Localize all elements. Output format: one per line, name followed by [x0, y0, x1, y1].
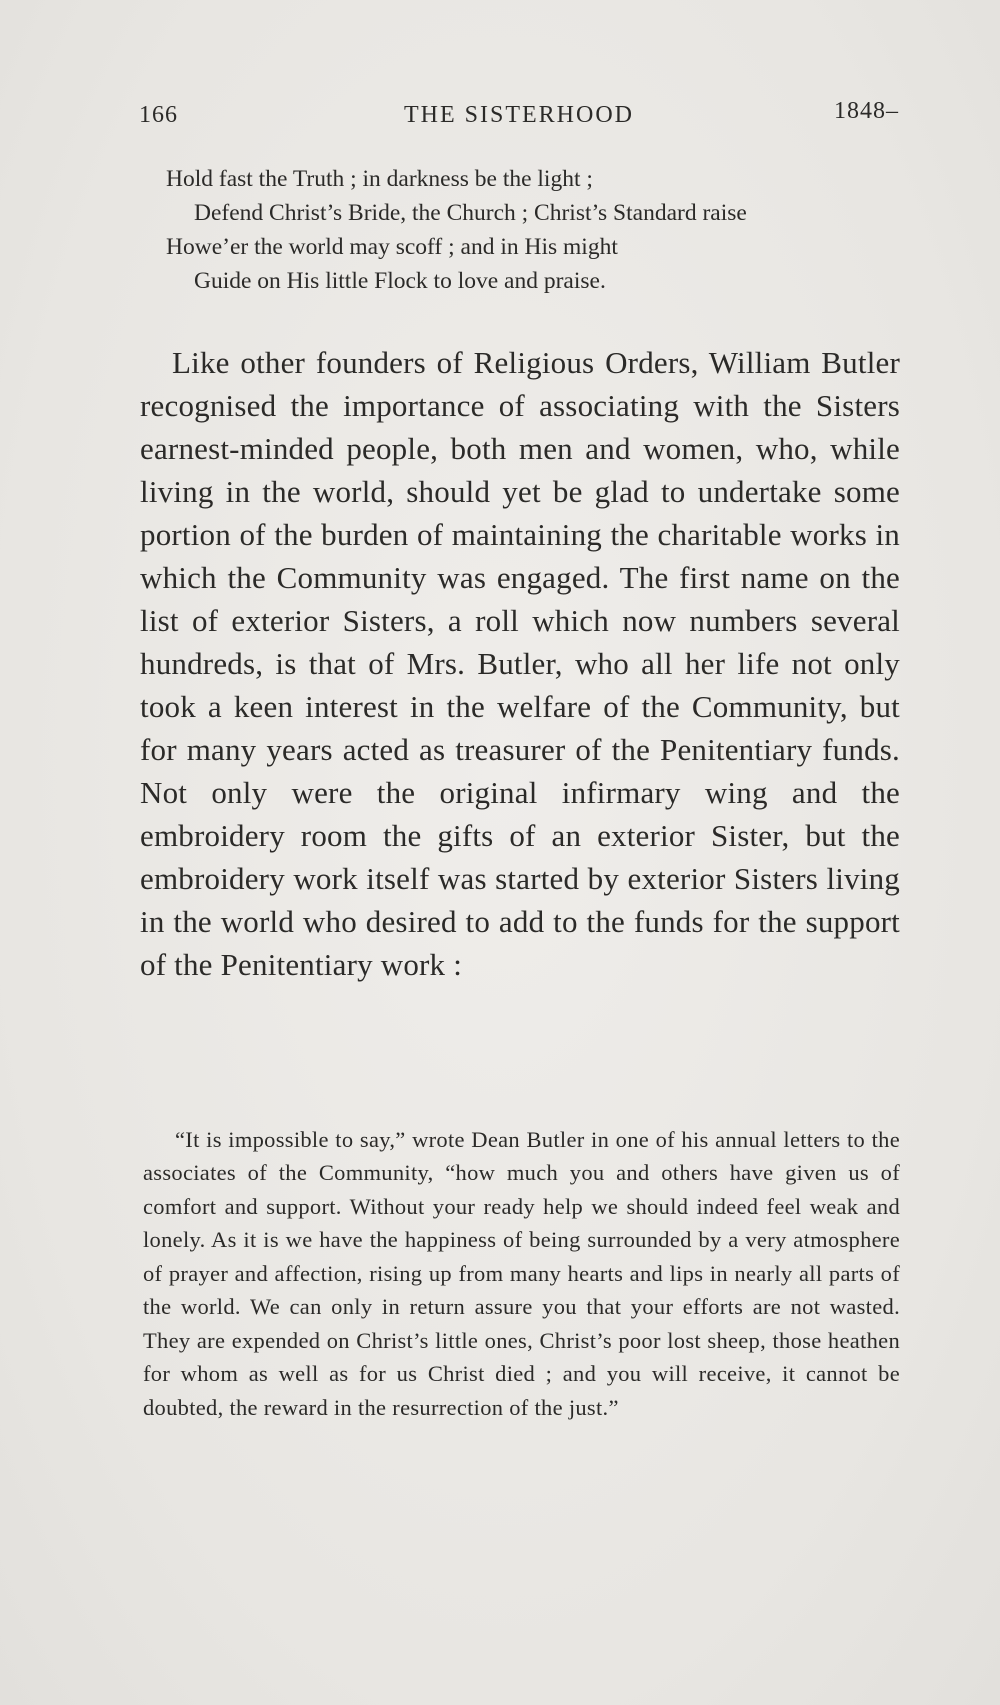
date-range: 1848– — [834, 98, 899, 124]
page-number: 166 — [139, 102, 178, 128]
verse-stanza — [166, 162, 906, 298]
running-title: THE SISTERHOOD — [404, 102, 634, 128]
verse-line-1: Hold fast the Truth ; in darkness be the light ; — [166, 166, 593, 192]
verse-line-4: Guide on His little Flock to love and praise. — [194, 268, 606, 294]
verse-line-2: Defend Christ’s Bride, the Church ; Christ’s Standard raise — [194, 200, 747, 226]
page-header — [139, 98, 899, 138]
quoted-letter-paragraph: “It is impossible to say,” wrote Dean Butler in one of his annual letters to the associates of the Community, “how much you and others have given us of comfort and support. Without your ready help we should indeed feel weak and lonely. As it is we have the happiness of being surrounded by a very atmosphere of prayer and affection, rising up from many hearts and lips in nearly all parts of the world. We can only in return assure you that your efforts are not wasted. They are expended on Christ’s little ones, Christ’s poor lost sheep, those heathen for whom as well as for us Christ died ; and you will receive, it cannot be doubted, the reward in the resurrection of the just.” — [143, 1126, 900, 1420]
body-paragraph: Like other founders of Religious Orders, William Butler recognised the importance of associating with the Sisters earnest-minded people, both men and women, who, while living in the world, should yet be glad to undertake some portion of the burden of maintaining the charitable works in which the Community was engaged. The first name on the list of exterior Sisters, a roll which now numbers several hundreds, is that of Mrs. Butler, who all her life not only took a keen interest in the welfare of the Community, but for many years acted as treasurer of the Penitentiary funds. Not only were the original infirmary wing and the embroidery room the gifts of an exterior Sister, but the embroidery work itself was started by exterior Sisters living in the world who desired to add to the funds for the support of the Penitentiary work : — [140, 345, 900, 982]
verse-line-3: Howe’er the world may scoff ; and in His might — [166, 234, 618, 260]
